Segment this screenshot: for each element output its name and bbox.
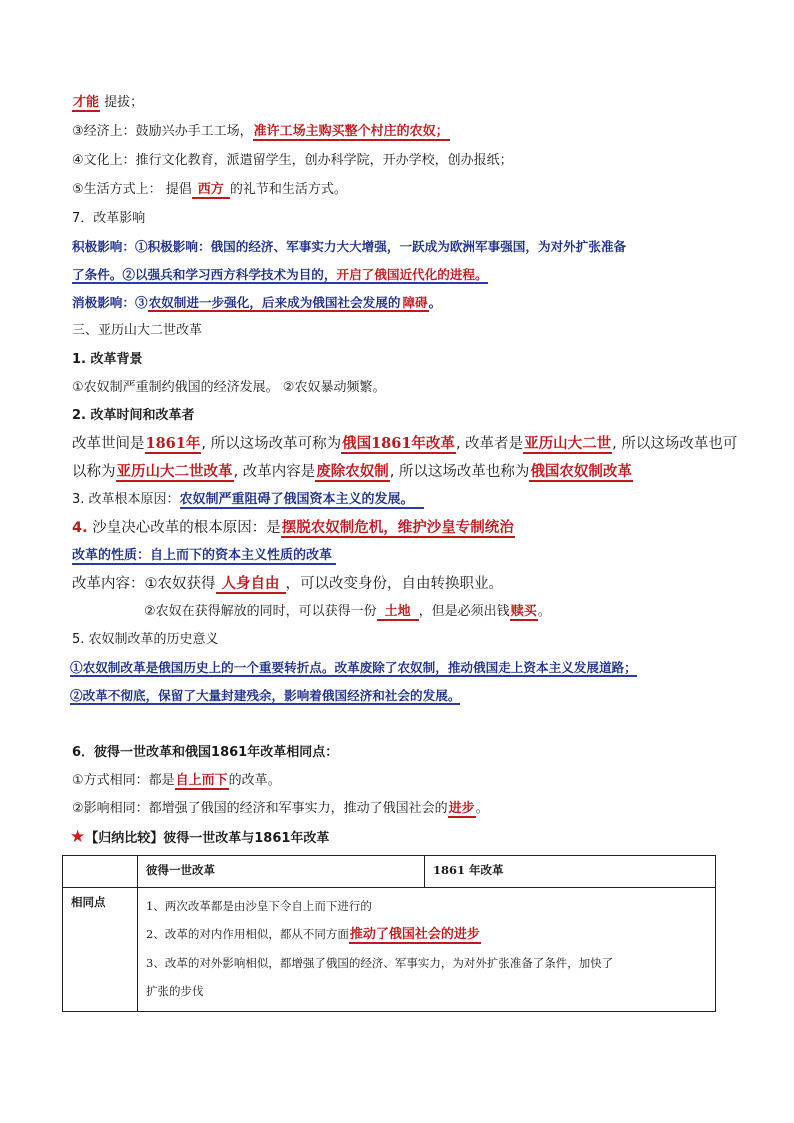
answer-economy: 准许工场主购买整个村庄的农奴； xyxy=(253,124,449,139)
line-tsar-motive: 4. 沙皇决心改革的根本原因：是摆脱农奴制危机，维护沙皇专制统治 xyxy=(72,519,514,536)
heading-comparison: ★【归纳比较】彼得一世改革与1861年改革 xyxy=(70,827,330,847)
answer-talent: 才能 xyxy=(73,95,100,110)
line-content-2: ②农奴在获得解放的同时，可以获得一份 土地 ，但是必须出钱赎买。 xyxy=(144,604,551,619)
answer-table-progress: 推动了俄国社会的进步 xyxy=(349,927,480,942)
heading-time-reformer: 2. 改革时间和改革者 xyxy=(72,408,195,423)
line-also-called: 以称为亚历山大二世改革, 改革内容是废除农奴制, 所以这场改革也称为俄国农奴制改革 xyxy=(72,463,632,480)
answer-west: 西方 xyxy=(192,182,230,199)
answer-progress: 进步 xyxy=(448,801,475,816)
line-positive-impact: 积极影响：①积极影响：俄国的经济、军事实力大大增强，一跃成为欧洲军事强国，为对外扩张准备 xyxy=(72,239,627,254)
answer-top-down: 自上而下 xyxy=(175,773,228,788)
answer-abolish-serfdom: 废除农奴制 xyxy=(316,463,389,480)
table-item-3: 3、改革的对外影响相似，都增强了俄国的经济、军事实力，为对外扩张准备了条件，加快了 xyxy=(146,956,614,970)
line-content-1: 改革内容：①农奴获得 人身自由 ，可以改变身份，自由转换职业。 xyxy=(72,575,503,592)
table-item-3-cont: 扩张的步伐 xyxy=(146,984,204,998)
answer-alexander-reform: 亚历山大二世改革 xyxy=(116,463,233,480)
heading-similarities: 6．彼得一世改革和俄国1861年改革相同点： xyxy=(72,745,339,760)
table-corner-cell xyxy=(63,856,138,888)
line-time: 改革世间是1861年, 所以这场改革可称为俄国1861年改革, 改革者是亚历山大二世, 所以这场改革也可 xyxy=(72,435,738,452)
line-culture: ④文化上：推行文化教育，派遣留学生，创办科学院，开办学校，创办报纸； xyxy=(72,153,513,168)
table-header-row xyxy=(63,856,716,888)
answer-tsar-motive: 摆脱农奴制危机，维护沙皇专制统治 xyxy=(281,519,514,536)
line-economy: ③经济上：鼓励兴办手工工场，准许工场主购买整个村庄的农奴； xyxy=(72,124,449,139)
line-nature: 改革的性质：自上而下的资本主义性质的改革 xyxy=(72,545,336,567)
line-significance-1: ①农奴制改革是俄国历史上的一个重要转折点。改革废除了农奴制，推动俄国走上资本主义发展道路； xyxy=(70,660,637,675)
line-talent: 才能 提拔； xyxy=(73,95,144,110)
answer-personal-freedom: 人身自由 xyxy=(216,575,286,594)
answer-1861: 1861年 xyxy=(145,435,201,452)
table-row-similarities xyxy=(63,888,716,1012)
answer-land: 土地 xyxy=(377,604,419,621)
answer-modernization: 开启了俄国近代化的进程。 xyxy=(336,267,488,282)
line-root-cause: 3. 改革根本原因：农奴制严重阻碍了俄国资本主义的发展。 xyxy=(72,489,424,511)
answer-obstacle: 障碍 xyxy=(402,295,428,310)
heading-section-3: 三、亚历山大二世改革 xyxy=(72,323,203,338)
line-significance-2: ②改革不彻底，保留了大量封建残余，影响着俄国经济和社会的发展。 xyxy=(70,688,461,703)
line-same-method: ①方式相同：都是自上而下的改革。 xyxy=(72,773,281,788)
answer-reform-name: 俄国1861年改革 xyxy=(342,435,455,452)
heading-background: 1. 改革背景 xyxy=(72,352,143,367)
table-item-2: 2、改革的对内作用相似，都从不同方面推动了俄国社会的进步 xyxy=(146,927,480,942)
line-lifestyle: ⑤生活方式上： 提倡 西方 的礼节和生活方式。 xyxy=(72,182,347,197)
table-header-peter: 彼得一世改革 xyxy=(138,856,425,888)
answer-serf-reform: 俄国农奴制改革 xyxy=(530,463,632,480)
table-header-1861: 1861 年改革 xyxy=(425,856,716,888)
heading-significance: 5. 农奴制改革的历史意义 xyxy=(72,632,219,647)
line-background: ①农奴制严重制约俄国的经济发展。 ②农奴暴动频繁。 xyxy=(72,380,386,395)
answer-reformer: 亚历山大二世 xyxy=(524,435,612,452)
star-icon: ★ xyxy=(70,827,86,847)
answer-redeem: 赎买 xyxy=(510,604,537,619)
answer-root-cause: 农奴制严重阻碍了俄国资本主义的发展。 xyxy=(180,492,424,509)
heading-reform-impact: 7．改革影响 xyxy=(72,211,146,226)
line-same-impact: ②影响相同：都增强了俄国的经济和军事实力，推动了俄国社会的进步。 xyxy=(72,801,489,816)
line-positive-impact-2: 了条件。②以强兵和学习西方科学技术为目的，开启了俄国近代化的进程。 xyxy=(72,267,488,282)
table-item-1: 1、两次改革都是由沙皇下令自上而下进行的 xyxy=(146,899,372,913)
table-similarities-cell xyxy=(138,888,716,1012)
comparison-table xyxy=(62,855,716,1012)
table-row-label: 相同点 xyxy=(63,888,138,1012)
line-negative-impact: 消极影响：③农奴制进一步强化，后来成为俄国社会发展的 障碍。 xyxy=(72,295,442,310)
